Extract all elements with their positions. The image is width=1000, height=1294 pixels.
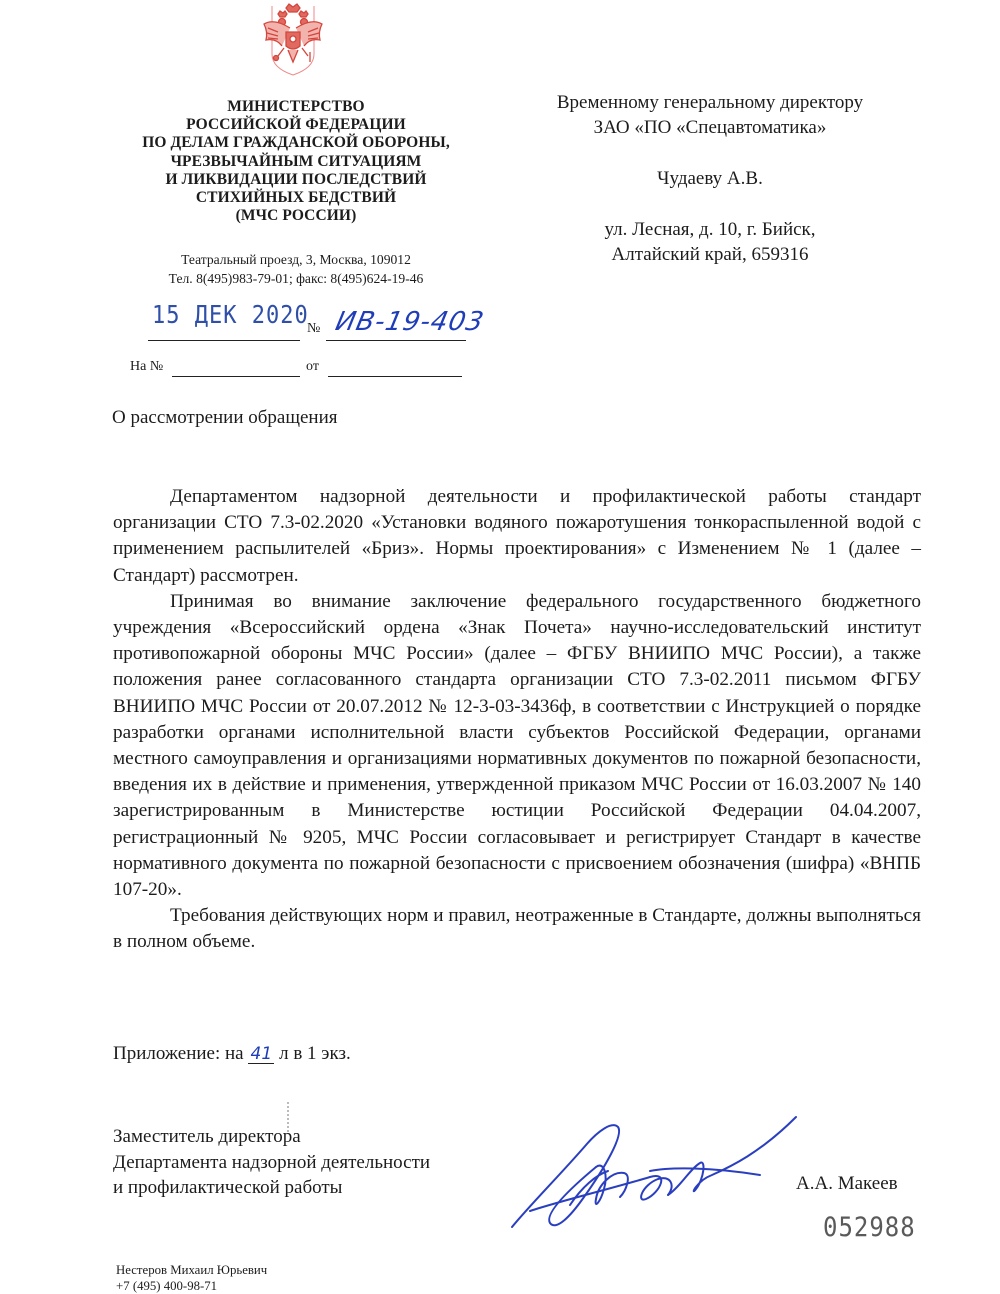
addressee-address-line: Алтайский край, 659316 xyxy=(611,244,809,265)
addressee-name: Чудаеву А.В. xyxy=(657,168,763,189)
signer-name: А.А. Макеев xyxy=(796,1173,898,1194)
executor-info xyxy=(116,1262,267,1294)
reply-to-label: На № xyxy=(130,359,164,374)
reply-to-line xyxy=(172,376,300,377)
attachment-suffix: л в 1 экз. xyxy=(279,1043,351,1064)
signer-title-line: Заместитель директора xyxy=(113,1126,301,1147)
addressee-company: ЗАО «ПО «Спецавтоматика» xyxy=(593,117,827,138)
letter-subject: О рассмотрении обращения xyxy=(112,407,338,428)
ministry-contacts: Тел. 8(495)983-79-01; факс: 8(495)624-19-46 xyxy=(168,271,424,286)
signer-title-line: Департамента надзорной деятельности xyxy=(113,1151,431,1173)
ministry-line: И ЛИКВИДАЦИИ ПОСЛЕДСТВИЙ xyxy=(165,170,427,188)
serial-number: 052988 xyxy=(823,1211,916,1243)
date-line xyxy=(148,340,300,341)
ministry-line: ЧРЕЗВЫЧАЙНЫМ СИТУАЦИЯМ xyxy=(170,152,422,170)
addressee-address-line: ул. Лесная, д. 10, г. Бийск, xyxy=(604,219,816,240)
number-line xyxy=(326,340,466,341)
ministry-address: Театральный проезд, 3, Москва, 109012 xyxy=(181,252,411,267)
addressee-position: Временному генеральному директору xyxy=(556,92,864,113)
coat-of-arms-icon xyxy=(252,2,334,78)
number-sign: № xyxy=(307,321,321,336)
handwritten-signature-icon xyxy=(500,1105,800,1240)
executor-phone: +7 (495) 400-98-71 xyxy=(116,1279,218,1293)
body-paragraph: Департаментом надзорной деятельности и профилактической работы стандарт организации СТО 7.3-02.2020 «Установки водяного пожаротушения тонкораспыленной водой с применением распылителей «Бриз». Нормы проектирования» с Изменением № 1 (далее – Стандарт) рассмотрен. xyxy=(113,486,921,586)
ministry-header xyxy=(110,98,482,225)
executor-name: Нестеров Михаил Юрьевич xyxy=(116,1263,268,1277)
attachment-prefix: Приложение: на xyxy=(113,1043,244,1064)
ministry-line: МИНИСТЕРСТВО xyxy=(227,98,365,115)
body-paragraph: Принимая во внимание заключение федерального государственного бюджетного учреждения «Всероссийский ордена «Знак Почета» научно-исследовательский институт противопожарной обороны МЧС России» (далее – ФГБУ ВНИИПО МЧС России), а также положения ранее согласованного стандарта организации СТО 7.3-02.2011 письмом ФГБУ ВНИИПО МЧС России от 20.07.2012 № 12-3-03-3436ф, в соответствии с Инструкцией о порядке разработки органами исполнительной власти субъектов Российской Федерации, органами местного самоуправления и организациями нормативных документов по пожарной безопасности, введения их в действие и применения, утвержденной приказом МЧС России от 16.03.2007 № 140 зарегистрированным в Министерстве юстиции Российской Федерации 04.04.2007, регистрационный № 9205, МЧС России согласовывает и регистрирует Стандарт в качестве нормативного документа по пожарной безопасности с присвоением обозначения (шифра) «ВНПБ 107-20». xyxy=(113,590,921,901)
ministry-line: ПО ДЕЛАМ ГРАЖДАНСКОЙ ОБОРОНЫ, xyxy=(142,134,450,152)
signer-title-line: и профилактической работы xyxy=(113,1177,343,1198)
ministry-line: (МЧС РОССИИ) xyxy=(235,207,357,225)
date-stamp: 15 ДЕК 2020 xyxy=(152,301,309,330)
attachment-line xyxy=(113,1043,351,1065)
signer-title xyxy=(113,1124,430,1201)
handwritten-registration-number: ИВ-19-403 xyxy=(332,307,487,337)
ministry-address-block xyxy=(110,250,482,288)
ministry-line: РОССИЙСКОЙ ФЕДЕРАЦИИ xyxy=(186,116,406,134)
letter-body xyxy=(113,484,921,956)
body-paragraph: Требования действующих норм и правил, неотраженные в Стандарте, должны выполняться в полном объеме. xyxy=(113,905,921,953)
addressee-block xyxy=(510,90,910,267)
attachment-pages-handwritten: 41 xyxy=(248,1045,274,1064)
from-label: от xyxy=(306,359,319,374)
ministry-line: СТИХИЙНЫХ БЕДСТВИЙ xyxy=(195,189,397,207)
from-line xyxy=(328,376,462,377)
